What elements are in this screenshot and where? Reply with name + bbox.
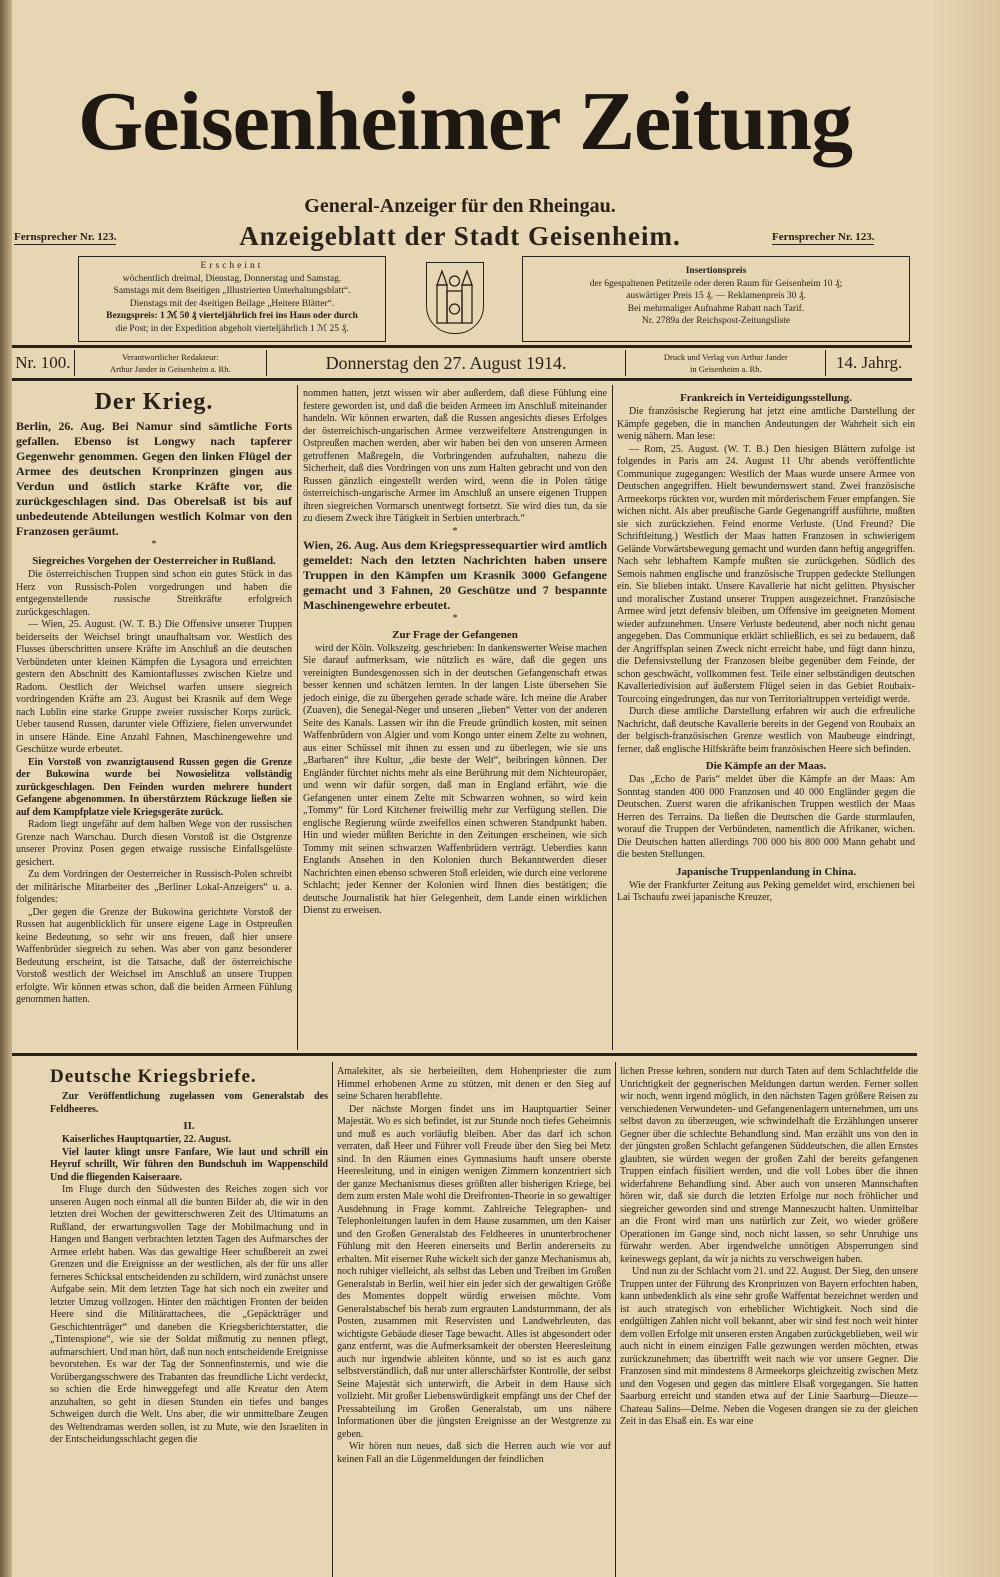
subheading: II.	[183, 1120, 195, 1132]
article-column-2	[303, 388, 607, 918]
column-rule	[615, 1062, 616, 1577]
paragraph: Der nächste Morgen findet uns im Hauptquartier Seiner Majestät. Wo es sich befindet, ist zur Stunde noch tiefes Geheimnis und muß es auch vorläufig bleiben. Aber das darf ich schon verraten, daß Heer und Führer voll Freude über den Sieg bei Metz sind. In den Räumen eines Gymnasiums hauft unsere oberste Heeresleitung, und in einigen wenigen Zimmern konzentriert sich der ganze Mechanismus dieses größten aller bisherigen Kriege, bei dem zum ersten Male wohl die Dreifronten-Theorie in so gewaltiger Ausdehnung in Frage kommt. Zahlreiche Telegraphen- und Telephonleitungen laufen in dem Hause zusammen, um den Kaiser und den Großen Generalstab des Feldheeres in ununterbrochener Fühlung mit den Heeren einerseits und Berlin andererseits zu erhalten. Mit eiserner Ruhe wickelt sich der ganze Mechanismus ab, noch ruhiger vielleicht, als selbst das Leben und Treiben im Großen Generalstab in Berlin, weil hier ein jeder sich der gewaltigen Größe des Momentes doppelt würdig erweisen möchte. Vom Generalstabschef bis herab zum ergrauten Landsturmmann, der als Posten, zusammen mit Reservisten und Landwehrleuten, das wichtigste Gebäude dieser Tage bewacht. Alles ist abgesondert oder ganz entfernt, was die Aufmerksamkeit der obersten Heeresleitung auch nur irgendwie ableiten könnte, und so ist es auch ganz selbstverständlich, daß nur unter allerschärfster Kontrolle, der selbst Seine Majestät sich unterwirft, die Arbeit in dem Hause sich vollzieht. Mit großer Liebenswürdigkeit empfängt uns der Chef der Pressabteilung im Großen Generalstab, um uns nähere Informationen über die jüngsten Ereignisse an der Westgrenze zu geben.	[337, 1103, 611, 1440]
headline: Deutsche Kriegsbriefe.	[50, 1066, 257, 1087]
box-line: Nr. 2789a der Reichspost-Zeitungsliste	[641, 316, 791, 326]
editor-label: Verantwortlicher Redakteur:	[122, 352, 219, 362]
box-line: Bei mehrmaliger Aufnahme Rabatt nach Tarif.	[627, 303, 805, 314]
phone-right: Fernsprecher Nr. 123.	[772, 231, 875, 243]
headline: Der Krieg.	[94, 389, 214, 415]
lead-paragraph: Berlin, 26. Aug. Bei Namur sind sämtliche Forts gefallen. Ebenso ist Longwy nach tapferer Gegenwehr genommen. Gegen den linken Flügel der Armee des deutschen Kronprinzen gingen aus Verdun und östlich starke Kräfte vor, die zurückgeschlagen sind. Das Oberelsaß ist bis auf unbedeutende Abteilungen westlich Kolmar von den Franzosen geräumt.	[16, 419, 292, 538]
volume-year: 14. Jahrg.	[836, 353, 903, 372]
paragraph: Durch diese amtliche Darstellung erfahren wir auch die erfreuliche Nachricht, daß deutsche Kavallerie bereits in der Gegend von Roubaix an der belgisch-französischen Grenze westlich von Maubeuge eindringt, ferner, daß englische Hilfskräfte beim französischen Heere sich befinden.	[617, 706, 915, 755]
box-line: die Post; in der Expedition abgeholt vierteljährlich 1 ℳ 25 ₰.	[115, 323, 349, 334]
box-line: Bezugspreis: 1 ℳ 50 ₰ vierteljährlich frei ins Haus oder durch	[106, 311, 358, 321]
paragraph: Wir hören nun neues, daß sich die Herren auch wie vor auf keinen Fall an die Lügenmeldungen der feindlichen	[337, 1441, 611, 1465]
paragraph: Die französische Regierung hat jetzt eine amtliche Darstellung der Kämpfe gegeben, die in manchen Andeutungen der Wahrheit sich ein wenig nähern. Man lese:	[617, 406, 915, 442]
column-rule	[297, 385, 298, 1050]
issue-date: Donnerstag den 27. August 1914.	[267, 350, 626, 376]
paragraph: Zu dem Vordringen der Oesterreicher in Russisch-Polen schreibt der militärische Mitarbeiter des „Berliner Lokal-Anzeigers“ u. a. folgendes:	[16, 869, 292, 905]
article-kriegsbriefe	[50, 1066, 328, 1447]
editor-name: Arthur Jander in Geisenheim a. Rh.	[109, 364, 231, 374]
page-edge	[0, 0, 12, 1577]
paragraph: nommen hatten, jetzt wissen wir aber außerdem, daß diese Fühlung eine festere geworden ist, und daß die beiden Armeen im Anschluß miteinander handeln. Wir können erwarten, daß die Russen angesichts dieses Erfolges der österreichisch-ungarischen Armee verzweifeltere Anstrengungen in Ostpreußen machen werden, aber wir haben bei den von unseren Armeen getroffenen Maßregeln, die Vorbringenden aufzuhalten, nahezu die Sicherheit, daß dies Vordringen von uns zum Halten gebracht und von den Russen gänzlich eingestellt werden wird, wenn die in Polen tätige österreichisch-ungarische Armee im Anschluß an unsere eigenen Truppen ihren siegreichen Vormarsch unentwegt fortsetzt. Sie wird dies tun, da sie zu diesem Zweck ihre Tätigkeit in Serbien unterbrach.“	[303, 388, 607, 524]
subheading: Die Kämpfe an der Maas.	[705, 760, 827, 772]
box-heading: Erscheint	[200, 261, 264, 271]
publisher	[626, 350, 826, 376]
paragraph: „Der gegen die Grenze der Bukowina gerichtete Vorstoß der Russen hat augenblicklich für unsere eigene Lage in Ostpreußen keine Bedeutung, so sehr wir uns freuen, daß hier unsere Waffenbrüder siegreich zu sehen. Was aber von ganz besonderer Bedeutung erscheint, ist die Tatsache, daß der österreichische Vorstoß westlich der Weichsel im Anschluß an unsere Truppen erfolgte. Wir können etwas schon, daß die beiden Armeen Fühlung genommen hatten.	[16, 906, 292, 1005]
city-crest-icon	[426, 262, 484, 334]
paragraph: Wie der Frankfurter Zeitung aus Peking gemeldet wird, erschienen bei Lai Tschaufu zwei japanische Kreuzer,	[617, 879, 915, 903]
paragraph: Und nun zu der Schlacht vom 21. und 22. August. Der Sieg, den unsere Truppen unter der Führung des Kronprinzen von Bayern erfochten haben, kann unbedenklich als eine sehr große Waffentat bezeichnet werden und ist auch strategisch von erheblicher Wichtigkeit. Noch sind die endgültigen Zahlen nicht voll bekannt, aber wir sind fest noch weit hinter dem vollen Erfolge mit unseren ersten Angaben zurückgeblieben, weil wir auch nicht in einem einzigen Falle gezwungen werden möchten, etwas zurückzunehmen; das übertrifft weit nach wie vor unsere Gegner. Die Franzosen sind mit mindestens 8 Armeekorps gleichzeitig zwischen Metz und den Vogesen und gegen das mittlere Elsaß vorgegangen. Sie hatten Saarburg erreicht und standen etwa auf der Linie Saarburg—Dieuze—Chateau Salins—Delme. Neben die Vogesen drangen sie zu der gleichen Zeit in das Elsaß ein. Es war eine	[620, 1266, 918, 1427]
box-line: Dienstags mit der 4seitigen Beilage „Heitere Blätter“.	[129, 298, 335, 309]
issue-number: Nr. 100.	[12, 350, 75, 376]
paragraph: Die österreichischen Truppen sind schon ein gutes Stück in das Herz von Russisch-Polen vorgedrungen und haben die entgegenstellende russische Streitkräfte erfolgreich zurückgeschlagen.	[16, 569, 292, 618]
subheading: Zur Frage der Gefangenen	[392, 628, 518, 641]
dateline-bar	[12, 345, 912, 381]
newspaper-title: Geisenheimer Zeitung	[77, 75, 853, 168]
paragraph: wird der Köln. Volkszeitg. geschrieben: In dankenswerter Weise machen Sie darauf aufmerksam, wie nützlich es wäre, daß die gegen uns vereinigten Bundesgenossen sich in der deutschen Gefangenschaft etwas besser kennen und schätzen lernten. In der langen Liste übersehen Sie jedoch einige, die zu übergehen gerade schade wäre. Ich meine die Araber (Zuaven), die Senegal-Neger und unseren „lieben“ Vetter von der anderen Seite des Kanals. Lassen wir ihn die Freude gründlich kosten, mit seinen Waffenbrüdern von Algier und vom Kongo unter einem Zelte zu wohnen, aus einer Schüssel mit ihnen zu essen und zu überlegen, wie sie uns „Barbaren“ ihre Kultur, „die beste der Welt“, beibringen können. Der Engländer fürchtet nichts mehr als eine Berührung mit dem Nichteuropäer, und wenn wir dafür sorgen, daß man in England erfährt, wie die Gefangenen unter einem Zelte mit Schwarzen wohnen, so wird kein „Tommy“ für Lord Kitchener freiwillig mehr zur Verfügung stellen. Die englische Regierung würde zweifellos einen schweren Standpunkt haben. Hin und wieder müßten Berichte in den Zeitungen erscheinen, wie sich Tommy mit seinen schwarzen Waffenbrüdern verträgt. Ueberdies kann Englands Ansehen in den Kolonien durch Bekanntwerden dieser Nachrichten einen ebenso schweren Stoß erleiden, wie durch eine verlorene Schlacht; jeder Kenner der Kolonien wird Ihnen dies bestätigen; die deutsche Journalistik hat hier Gelegenheit, dem Lande einen wirklichen Dienst zu erweisen.	[303, 642, 607, 916]
box-line: der 6gespaltenen Petitzeile oder deren Raum für Geisenheim 10 ₰;	[589, 278, 843, 289]
page-margin	[930, 0, 1000, 1577]
column-rule	[612, 385, 613, 1050]
paragraph: Im Fluge durch den Südwesten des Reiches zogen sich vor unseren Augen noch einmal all die bunten Bilder ab, die wir in den letzten drei Wochen der gewitterschweren Zeit des Ultimatums an Rußland, der erwartungsvollen Tage der Mobilmachung und in Hangen und Bangen verbrachten letzten Tagen des Aufmarsches der Armee erlebt haben. Was das gewaltige Heer schußbereit an zwei Grenzen und die Ereignisse an der westlichen, als der für uns aller ferneres Schicksal entscheidenden zu schildern, wird zunächst unsere Aufgabe sein. Mit dem letzten Tage hat sich noch ein zweiter und letzter Umzug vollzogen. Hinter den mächtigen Fronten der beiden Heere sind die Militärattachees, die „Gepäckträger und Geschichtenträger“ und daneben die Kriegsberichterstatter, die „Tintenspione“, wie sie der Soldat mißmutig zu nennen pflegt, aufmarschiert. Und man hört, daß nun noch entscheidende Ereignisse bevorstehen. Es war der Tag der Sonnenfinsternis, und wie die Vorübergangsschwere des Trabanten das freundliche Licht verdeckt, so schien die Erde hinweggefegt und alle Kreatur den Atem anzuhalten, so geht in diesen Stunden ein tiefes und banges Schweigen durch die Welt. Uns aber, die wir unmittelbare Zeugen des Weltendramas werden sollen, ist zu Mute, wie den Israeliten in der Entscheidungsschlacht gegen die	[50, 1184, 328, 1445]
separator: *	[452, 612, 458, 624]
box-line: auswärtiger Preis 15 ₰. — Reklamenpreis 30 ₰.	[626, 291, 806, 301]
paragraph: Amalekiter, als sie herbeieilten, dem Hohenpriester die zum Himmel erhobenen Arme zu stützen, mit denen er den Sieg auf seine Scharen herabflehte.	[337, 1066, 611, 1102]
editor	[75, 350, 267, 376]
subtitle-2: Anzeigeblatt der Stadt Geisenheim.	[239, 221, 681, 251]
article-column-5	[337, 1066, 611, 1466]
publisher-place: in Geisenheim a. Rh.	[690, 364, 762, 374]
subheading: Siegreiches Vorgehen der Oesterreicher in Rußland.	[32, 555, 276, 567]
paragraph: Kaiserliches Hauptquartier, 22. August.	[62, 1134, 232, 1145]
separator: *	[452, 525, 458, 537]
article-column-6	[620, 1066, 918, 1429]
subheading: Japanische Truppenlandung in China.	[676, 865, 856, 878]
subscription-box	[78, 256, 386, 342]
subtitle: General-Anzeiger für den Rheingau.	[304, 195, 616, 217]
paragraph: — Rom, 25. August. (W. T. B.) Den hiesigen Blättern zufolge ist folgendes in Paris am 24. August 11 Uhr abends veröffentlichte Communique zugegangen: Westlich der Maas wurde unsere Armee von Deutschen angegriffen. Hielt bewundernswert stand. Zwei französische Armeekorps rückten vor, wurden mit mörderischem Feuer empfangen. Sie wichen nicht. Als aber preußische Garde Gegenangriff ausführte, mußten sie sich zurückziehen. Feind enorme Verluste. (Und Freund? Die Schriftleitung.) Westlich der Maas hatten Franzosen in schwierigem Gelände Vorwärtsbewegung gemacht und wurden dann heftig angegriffen. Nach sehr lebhaftem Kampfe mußten sie zurückgehen. Südlich des Semois nahmen englische und französische Truppen gedeckte Stellungen ein. Sie blieben intakt. Unsere Kavallerie hat nicht gelitten. Physischer und moralischer Zustand unserer Truppen ausgezeichnet. Französische Armee wird jetzt defensiv bleiben, um Offensive im geeigneten Moment wieder aufzunehmen. Unsere Verluste bedeutend, aber noch nicht genau angegeben. Das Communique erklärt schließlich, es sei zu bedauern, daß der Angriffsplan seinen Zweck nicht erreicht habe, und fügt dann hinzu, die Defensivstellung der Franzosen bleibe gegenüber dem Feinde, der schon geschwächt, vollkommen fest. Teile einer selbständigen deutschen Kavalleriedivision auf äußerstem Flügel seien in das Gebiet Roubaix-Tourcoing eingedrungen, das nur von Territorialtruppen verteidigt werde.	[617, 443, 915, 705]
advertising-price-box	[522, 256, 910, 342]
box-line: wöchentlich dreimal, Dienstag, Donnerstag und Samstag.	[122, 273, 342, 284]
paragraph: — Wien, 25. August. (W. T. B.) Die Offensive unserer Truppen beiderseits der Weichsel bringt unaufhaltsam vor. Westlich des Flusses überschritten unsere Kräfte im Anschluß an die deutschen Verbündeten unter kleinen Kämpfen die Lysagora und erreichten gestern den Abschnitt des Kamiontaflusses zwischen Kielze und Radom. Oestlich der Weichsel warfen unsere siegreich vordringenden Kräfte am 23. August bei Krasnik auf dem Wege nach Lublin eine starke Gruppe zweier russischer Korps zurück. Ueber tausend Russen, darunter viele Offiziere, fielen unverwundet in unsere Hände. Eine Anzahl Fahnen, Maschinengewehre und Geschütze wurde erbeutet.	[16, 619, 292, 755]
article-der-krieg	[16, 388, 292, 1007]
paragraph: Radom liegt ungefähr auf dem halben Wege von der russischen Grenze nach Warschau. Durch diesen Vorstoß ist die Ostgrenze unserer Provinz Posen gegen etwaige russische Einfallsgelüste gesichert.	[16, 819, 292, 868]
separator: *	[151, 539, 157, 550]
paragraph: Zur Veröffentlichung zugelassen vom Generalstab des Feldheeres.	[50, 1091, 328, 1115]
article-column-3	[617, 388, 915, 905]
section-rule	[12, 1053, 917, 1056]
lead-paragraph: Wien, 26. Aug. Aus dem Kriegspressequartier wird amtlich gemeldet: Nach den letzten Nachrichten haben unsere Truppen in den Kämpfen um Krasnik 3000 Gefangene gemacht und 3 Fahnen, 20 Geschütze und 7 bespannte Maschinengewehre erbeutet.	[303, 537, 607, 612]
box-line: Samstags mit dem 8seitigen „Illustrierten Unterhaltungsblatt“.	[113, 286, 351, 296]
subheading: Frankreich in Verteidigungsstellung.	[680, 392, 852, 404]
verse: Viel lauter klingt unsre Fanfare, Wie laut und schrill ein Heyruf schrillt, Wir führen den Bundschuh im Wappenschild Und die fliegenden Kaiseraare.	[50, 1146, 328, 1183]
column-rule	[332, 1062, 333, 1577]
publisher-name: Druck und Verlag von Arthur Jander	[663, 352, 788, 362]
box-heading: Insertionspreis	[685, 266, 747, 276]
paragraph: lichen Presse kehren, sondern nur durch Taten auf dem Schlachtfelde die Unrichtigkeit der gegnerischen Meldungen dartun werden. Ferner sollen wir noch, wenn irgend möglich, in den nächsten Tagen größere Reisen zu verschiedenen Verwundeten- und Gefangenenlagern unternehmen, um uns selbst davon zu überzeugen, wie schwindelhaft die Erzählungen unserer Gegner über die schlechte Behandlung sind. Man erzählt uns von den in der jüngsten großen Schlacht gefangenen Süddeutschen, die allen Ernstes glaubten, sie würden wegen der großen Zahl der bereits gefangenen Truppen einfach füsiliert werden, und die voll Lobes über die ihnen widerfahrene Behandlung sind. Aber auch von unseren Mannschaften hören wir, daß sie durch die letzten Erfolge nur noch fröhlicher und siegreicher geworden sind und strenge Manneszucht halten. Unmittelbar an die Front wird man uns natürlich zur Zeit, wo wieder größere Operationen im Gange sind, noch nicht lassen, so sehr Unruhige uns fürwahr werden. Aber irgendwelche unnötigen Absperrungen sind keineswegs geplant, da wir ja nichts zu verschweigen haben.	[620, 1066, 918, 1265]
paragraph: Ein Vorstoß von zwanzigtausend Russen gegen die Grenze der Bukowina wurde bei Nowosielitza vollständig zurückgeschlagen. Den Feinden wurden mehrere hundert Gefangene abgenommen. In überstürztem Rückzuge ließen sie auf dem Kampfplatze viele Kriegsgeräte zurück.	[16, 756, 292, 818]
paragraph: Das „Echo de Paris“ meldet über die Kämpfe an der Maas: Am Sonntag standen 400 000 Franzosen und 40 000 Engländer gegen die Deutschen. Zuerst waren die afrikanischen Truppen westlich der Maas Herren des Terrains. Da ließen die Deutschen die Garde sturmlaufen, worauf die Truppen der Verbündeten, namentlich die Afrikaner, wichen. Die Deutschen hatten allerdings 700 000 bis 800 000 Mann gehabt und die besten Stellungen.	[617, 774, 915, 860]
phone-left: Fernsprecher Nr. 123.	[14, 231, 117, 243]
